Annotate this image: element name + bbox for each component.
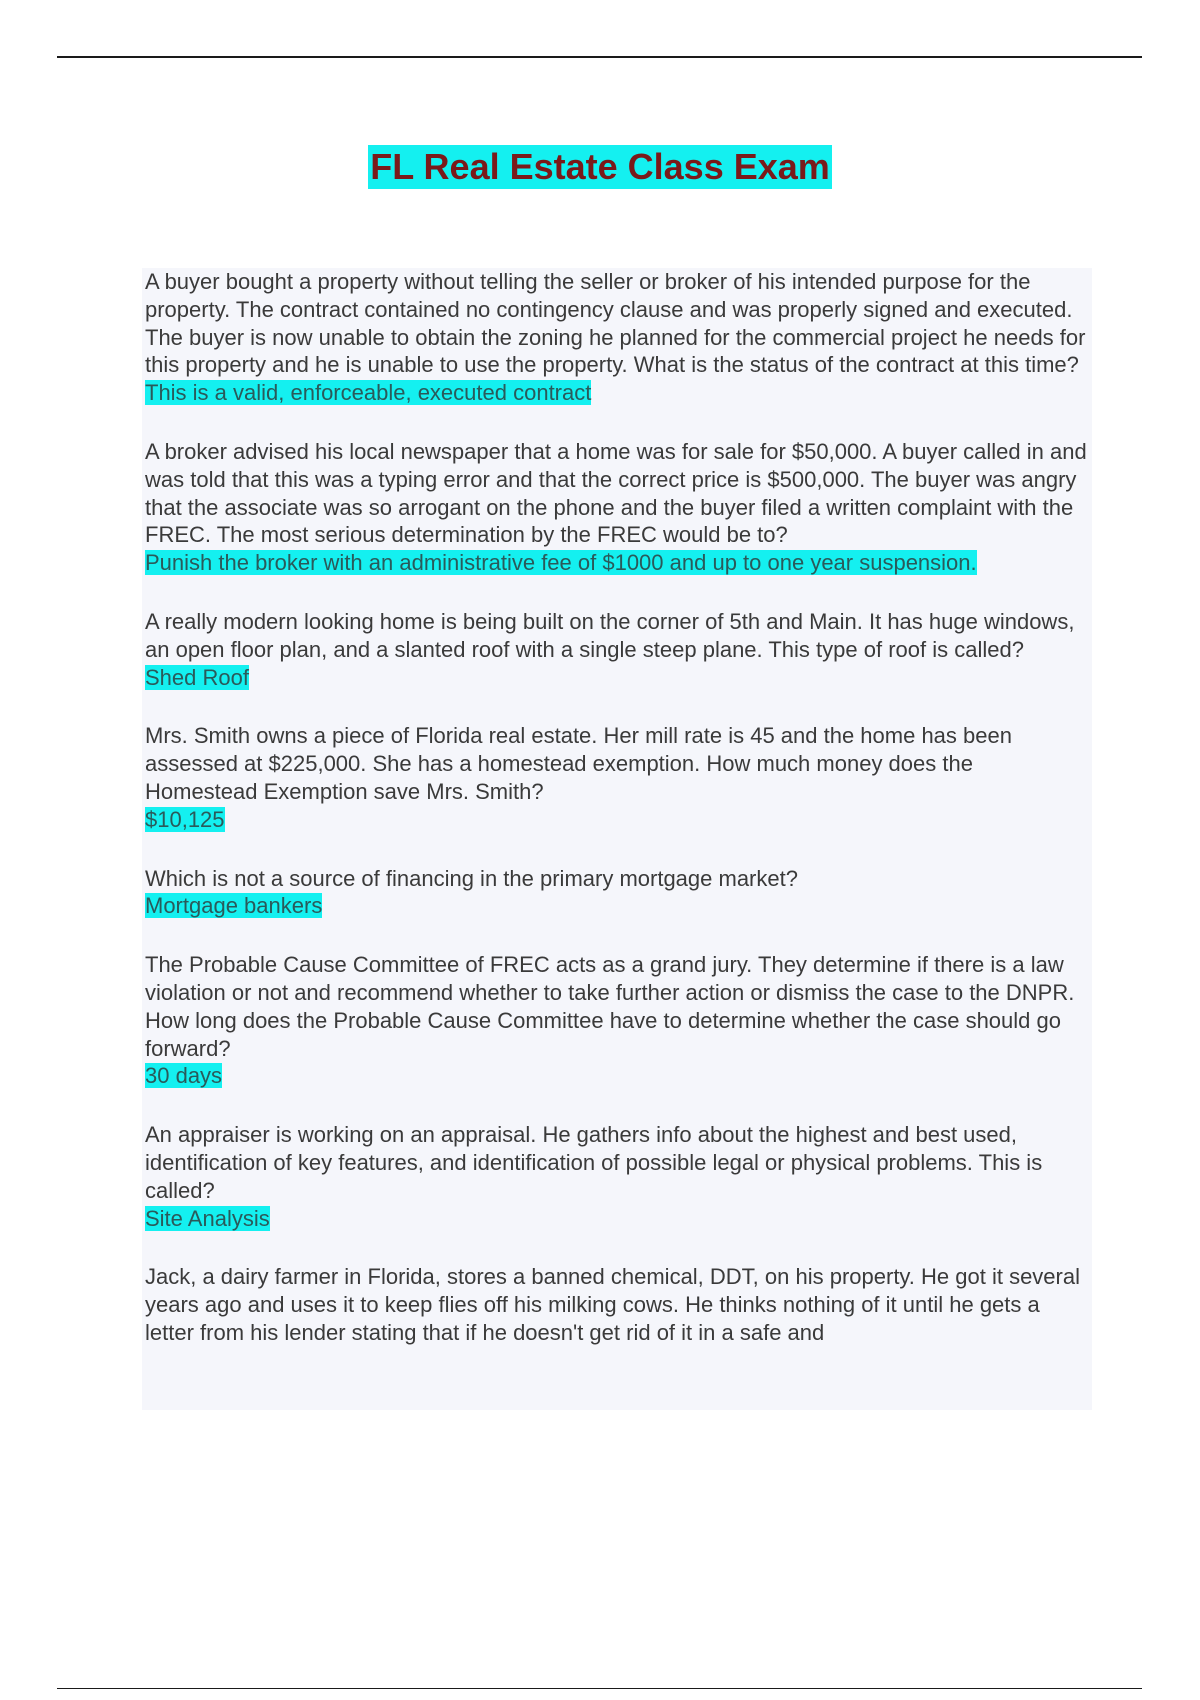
question-text: A really modern looking home is being built on the corner of 5th and Main. It has huge windows, an open floor plan, and a slanted roof with a single steep plane. This type of roof is called?	[145, 608, 1075, 662]
question-text: A buyer bought a property without telling the seller or broker of his intended purpose for the property. The contract contained no contingency clause and was properly signed and executed. The buyer is now unable to obtain the zoning he planned for the commercial project he needs for this property and he is unable to use the property. What is the status of the contract at this time?	[145, 269, 1086, 378]
question-text: Mrs. Smith owns a piece of Florida real estate. Her mill rate is 45 and the home has been assessed at $225,000. She has a homestead exemption. How much money does the Homestead Exemption save Mrs. Smith?	[145, 723, 1012, 804]
qa-item-3	[145, 608, 1089, 694]
qa-item-5	[145, 865, 1089, 924]
qa-item-6	[145, 951, 1089, 1093]
question-text: Which is not a source of financing in the primary mortgage market?	[145, 865, 798, 891]
answer-highlight: Site Analysis	[145, 1205, 270, 1231]
answer-highlight: This is a valid, enforceable, executed contract	[145, 380, 592, 406]
qa-item-2	[145, 438, 1089, 580]
qa-item-8	[145, 1263, 1089, 1346]
qa-item-7	[145, 1121, 1089, 1235]
question-text: A broker advised his local newspaper that a home was for sale for $50,000. A buyer called in and was told that this was a typing error and that the correct price is $500,000. The buyer was angry that the associate was so arrogant on the phone and the buyer filed a written complaint with the FREC. The most serious determination by the FREC would be to?	[145, 438, 1087, 548]
question-text: Jack, a dairy farmer in Florida, stores a banned chemical, DDT, on his property. He got it several years ago and uses it to keep flies off his milking cows. He thinks nothing of it until he gets a letter from his lender stating that if he doesn't get rid of it in a safe and	[145, 1264, 1080, 1345]
bottom-rule	[57, 1688, 1142, 1689]
answer-highlight: Mortgage bankers	[145, 893, 323, 919]
answer-highlight: 30 days	[145, 1063, 223, 1089]
answer-highlight: Shed Roof	[145, 664, 249, 690]
title-container	[0, 145, 1200, 189]
qa-content	[142, 268, 1092, 1410]
qa-item-4	[145, 722, 1089, 836]
answer-highlight: $10,125	[145, 806, 225, 832]
qa-item-1	[145, 268, 1089, 410]
top-rule	[57, 56, 1142, 58]
question-text: An appraiser is working on an appraisal. He gathers info about the highest and best used, identification of key features, and identification of possible legal or physical problems. This is called?	[145, 1122, 1043, 1203]
answer-highlight: Punish the broker with an administrative fee of $1000 and up to one year suspension.	[145, 550, 977, 576]
question-text: The Probable Cause Committee of FREC acts as a grand jury. They determine if there is a law violation or not and recommend whether to take further action or dismiss the case to the DNPR. How long does the Probable Cause Committee have to determine whether the case should go forward?	[145, 952, 1075, 1061]
document-title: FL Real Estate Class Exam	[370, 146, 830, 187]
